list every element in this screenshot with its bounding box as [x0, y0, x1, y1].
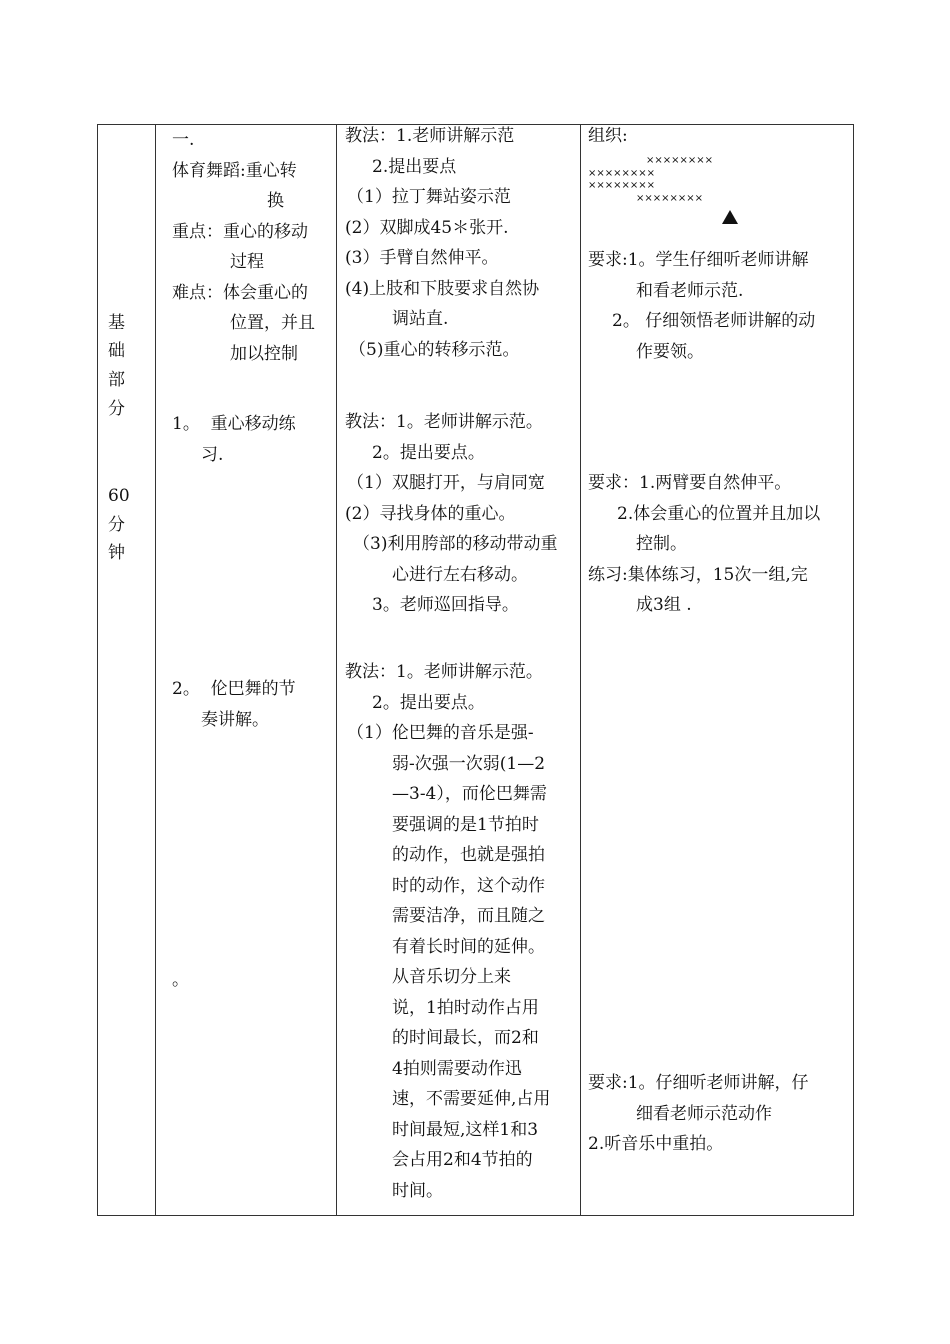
section-label-char: 础 — [108, 341, 125, 361]
requirement-block — [588, 468, 820, 621]
content-line: 位置，并且 — [230, 313, 315, 333]
requirement-line: 和看老师示范. — [636, 280, 744, 301]
content-line: 。 — [172, 970, 189, 990]
requirement-line: 控制。 — [636, 534, 687, 554]
method-block — [345, 657, 550, 1206]
method-line: 会占用2和4节拍的 — [392, 1150, 533, 1170]
method-line: 心进行左右移动。 — [392, 564, 528, 585]
method-line: (3）手臂自然伸平。 — [345, 248, 499, 268]
lesson-table — [97, 124, 854, 1216]
content-column — [155, 125, 336, 1215]
method-line: 的时间最长，而2和 — [392, 1028, 539, 1048]
method-block — [345, 121, 539, 365]
requirement-block — [588, 245, 815, 367]
teacher-position-icon — [722, 210, 738, 224]
method-line: 的动作，也就是强拍 — [392, 845, 545, 865]
method-line: （1）拉丁舞站姿示范 — [347, 187, 511, 207]
content-line: 一. — [172, 130, 195, 150]
section-column — [98, 125, 155, 1215]
method-line: (2）双脚成45＊张开. — [345, 217, 509, 238]
method-line: 时间。 — [392, 1180, 443, 1201]
requirement-line: 作要领。 — [636, 341, 704, 362]
method-line: 说，1拍时动作占用 — [392, 997, 539, 1018]
method-line: 3。老师巡回指导。 — [372, 595, 519, 615]
section-label-char: 基 — [108, 313, 125, 333]
requirement-line: 2。 仔细领悟老师讲解的动 — [612, 311, 816, 331]
student-formation-row: ×××××××× — [646, 155, 714, 166]
student-formation-row: ×××××××× — [588, 168, 656, 179]
method-line: (4)上肢和下肢要求自然协 — [345, 278, 540, 299]
method-line: 教法：1.老师讲解示范 — [345, 126, 515, 146]
method-line: 2.提出要点 — [372, 156, 457, 177]
method-block — [345, 407, 557, 621]
content-line: 过程 — [230, 252, 264, 272]
content-line: 2。 伦巴舞的节 — [172, 679, 296, 699]
requirement-line: 要求:1。学生仔细听老师讲解 — [588, 250, 809, 270]
time-label-char: 钟 — [108, 543, 125, 563]
content-line: 难点：体会重心的 — [172, 282, 308, 303]
method-line: 要强调的是1节拍时 — [392, 814, 539, 835]
content-line: 体育舞蹈:重心转 — [172, 160, 297, 181]
time-label-char: 分 — [108, 515, 125, 535]
method-column — [336, 125, 580, 1215]
method-line: （5)重心的转移示范。 — [349, 339, 520, 360]
organization-label: 组织: — [588, 126, 628, 146]
method-line: 速，不需要延伸,占用 — [392, 1089, 551, 1109]
student-formation-row: ×××××××× — [588, 180, 656, 191]
method-line: 弱-次强一次弱(1—2 — [392, 753, 546, 774]
time-label-char: 60 — [108, 486, 130, 506]
requirement-line: 2.听音乐中重拍。 — [588, 1134, 724, 1154]
method-line: （3)利用胯部的移动带动重 — [353, 534, 558, 554]
requirement-block — [588, 1068, 809, 1160]
method-line: 时的动作，这个动作 — [392, 875, 545, 896]
content-line: 换 — [267, 191, 284, 211]
method-line: 有着长时间的延伸。 — [392, 936, 545, 957]
method-line: (2）寻找身体的重心。 — [345, 503, 516, 524]
method-line: （1）伦巴舞的音乐是强- — [347, 723, 534, 743]
method-line: 从音乐切分上来 — [392, 967, 511, 987]
content-line: 1。 重心移动练 — [172, 414, 296, 434]
content-line: 重点：重心的移动 — [172, 221, 308, 242]
method-line: 教法：1。老师讲解示范。 — [345, 662, 543, 682]
method-line: 调站直. — [392, 309, 449, 329]
method-line: 2。提出要点。 — [372, 692, 485, 713]
method-line: 教法：1。老师讲解示范。 — [345, 412, 543, 432]
content-line: 习. — [201, 444, 224, 465]
content-line: 加以控制 — [230, 343, 298, 364]
student-formation-row: ×××××××× — [636, 193, 704, 204]
method-line: —3-4），而伦巴舞需 — [392, 784, 547, 804]
content-line: 奏讲解。 — [201, 709, 269, 730]
method-line: 时间最短,这样1和3 — [392, 1119, 539, 1140]
requirement-line: 细看老师示范动作 — [636, 1103, 772, 1124]
organization-column — [580, 125, 853, 1215]
requirement-line: 练习:集体练习，15次一组,完 — [588, 564, 808, 585]
method-line: （1）双腿打开，与肩同宽 — [347, 473, 545, 493]
method-line: 需要洁净，而且随之 — [392, 906, 545, 926]
method-line: 2。提出要点。 — [372, 442, 485, 463]
method-line: 4拍则需要动作迅 — [392, 1058, 522, 1079]
requirement-line: 要求：1.两臂要自然伸平。 — [588, 473, 792, 493]
requirement-line: 成3组 . — [636, 595, 692, 615]
section-label-char: 分 — [108, 399, 125, 419]
requirement-line: 2.体会重心的位置并且加以 — [617, 503, 821, 524]
requirement-line: 要求:1。仔细听老师讲解，仔 — [588, 1073, 809, 1093]
section-label-char: 部 — [108, 370, 125, 390]
